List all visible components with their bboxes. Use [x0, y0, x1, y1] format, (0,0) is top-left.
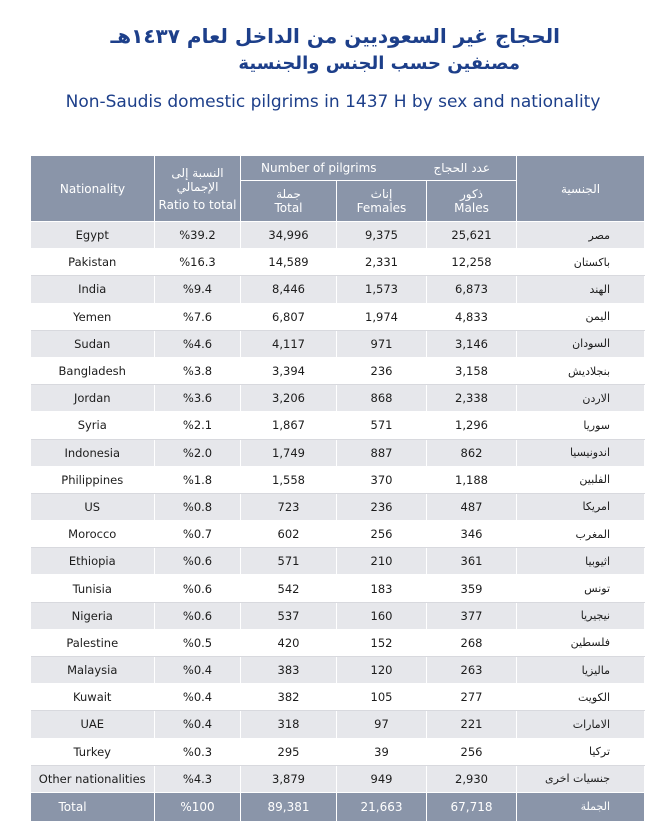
- cell-ratio: %0.5: [155, 629, 241, 656]
- cell-ratio: %0.4: [155, 657, 241, 684]
- cell-nationality-ar: تركيا: [517, 738, 645, 765]
- header-females-ar: إناث: [370, 187, 393, 201]
- cell-nationality: Bangladesh: [31, 357, 155, 384]
- cell-nationality-ar: ماليزيا: [517, 657, 645, 684]
- cell-males: 221: [427, 711, 517, 738]
- cell-males: 862: [427, 439, 517, 466]
- cell-nationality: Philippines: [31, 466, 155, 493]
- header-ratio: [155, 156, 241, 222]
- cell-nationality: Egypt: [31, 222, 155, 249]
- table-row: [31, 303, 645, 330]
- cell-nationality-ar: اثيوبيا: [517, 548, 645, 575]
- cell-nationality-ar: فلسطين: [517, 629, 645, 656]
- cell-ratio: %0.6: [155, 575, 241, 602]
- cell-nationality-ar: امريكا: [517, 493, 645, 520]
- cell-ratio: %0.6: [155, 602, 241, 629]
- cell-ratio: %4.3: [155, 765, 241, 792]
- cell-ratio: %3.6: [155, 385, 241, 412]
- cell-males: 4,833: [427, 303, 517, 330]
- cell-ratio: %0.4: [155, 684, 241, 711]
- cell-nationality-ar: اندونيسيا: [517, 439, 645, 466]
- cell-total: 3,394: [241, 357, 337, 384]
- table-row: [31, 276, 645, 303]
- header-number-of-pilgrims: [241, 156, 517, 181]
- cell-nationality: India: [31, 276, 155, 303]
- cell-total: 1,867: [241, 412, 337, 439]
- cell-total: 1,749: [241, 439, 337, 466]
- header-nationality-ar: الجنسية: [517, 156, 645, 222]
- table-row: [31, 385, 645, 412]
- total-males: 67,718: [427, 792, 517, 821]
- cell-nationality-ar: الكويت: [517, 684, 645, 711]
- cell-females: 256: [337, 521, 427, 548]
- cell-nationality-ar: سوريا: [517, 412, 645, 439]
- cell-nationality: Pakistan: [31, 249, 155, 276]
- cell-ratio: %0.6: [155, 548, 241, 575]
- cell-males: 6,873: [427, 276, 517, 303]
- cell-males: 3,146: [427, 330, 517, 357]
- cell-nationality-ar: المغرب: [517, 521, 645, 548]
- cell-ratio: %3.8: [155, 357, 241, 384]
- cell-males: 487: [427, 493, 517, 520]
- table-row: [31, 330, 645, 357]
- total-nationality: Total: [31, 792, 155, 821]
- cell-ratio: %0.4: [155, 711, 241, 738]
- cell-nationality-ar: الهند: [517, 276, 645, 303]
- header-nationality-en: Nationality: [31, 156, 155, 222]
- cell-nationality-ar: الفلبين: [517, 466, 645, 493]
- title-arabic-line1: الحجاج غير السعوديين من الداخل لعام ١٤٣٧هـ: [110, 24, 560, 48]
- header-number-ar: عدد الحجاج: [433, 161, 491, 175]
- cell-females: 887: [337, 439, 427, 466]
- cell-females: 39: [337, 738, 427, 765]
- header-females: [337, 181, 427, 222]
- header-males-ar: ذكور: [459, 187, 484, 201]
- cell-nationality: Syria: [31, 412, 155, 439]
- cell-ratio: %7.6: [155, 303, 241, 330]
- cell-males: 256: [427, 738, 517, 765]
- cell-total: 537: [241, 602, 337, 629]
- cell-total: 3,879: [241, 765, 337, 792]
- header-total-en: Total: [274, 201, 303, 215]
- cell-males: 1,188: [427, 466, 517, 493]
- cell-nationality: Tunisia: [31, 575, 155, 602]
- cell-males: 346: [427, 521, 517, 548]
- cell-nationality: US: [31, 493, 155, 520]
- cell-ratio: %0.8: [155, 493, 241, 520]
- cell-nationality: Jordan: [31, 385, 155, 412]
- table-row: [31, 711, 645, 738]
- cell-total: 6,807: [241, 303, 337, 330]
- cell-nationality: Other nationalities: [31, 765, 155, 792]
- cell-females: 2,331: [337, 249, 427, 276]
- cell-ratio: %4.6: [155, 330, 241, 357]
- total-nationality-ar: الجملة: [517, 792, 645, 821]
- cell-females: 152: [337, 629, 427, 656]
- cell-males: 268: [427, 629, 517, 656]
- cell-total: 571: [241, 548, 337, 575]
- header-total-ar: جملة: [276, 187, 301, 201]
- cell-females: 949: [337, 765, 427, 792]
- cell-ratio: %2.0: [155, 439, 241, 466]
- cell-ratio: %16.3: [155, 249, 241, 276]
- cell-nationality: Nigeria: [31, 602, 155, 629]
- total-total: 89,381: [241, 792, 337, 821]
- table-row: [31, 602, 645, 629]
- cell-females: 868: [337, 385, 427, 412]
- cell-nationality-ar: الاردن: [517, 385, 645, 412]
- cell-total: 1,558: [241, 466, 337, 493]
- table-row: [31, 439, 645, 466]
- header-total: [241, 181, 337, 222]
- cell-females: 236: [337, 493, 427, 520]
- table-row: [31, 412, 645, 439]
- cell-nationality: Indonesia: [31, 439, 155, 466]
- cell-total: 14,589: [241, 249, 337, 276]
- cell-females: 1,573: [337, 276, 427, 303]
- header-males-en: Males: [454, 201, 489, 215]
- cell-total: 3,206: [241, 385, 337, 412]
- cell-females: 120: [337, 657, 427, 684]
- cell-females: 210: [337, 548, 427, 575]
- title-arabic-line2: مصنفين حسب الجنس والجنسية: [238, 53, 520, 74]
- table-row: [31, 575, 645, 602]
- cell-nationality-ar: تونس: [517, 575, 645, 602]
- cell-males: 2,930: [427, 765, 517, 792]
- cell-females: 571: [337, 412, 427, 439]
- cell-ratio: %39.2: [155, 222, 241, 249]
- cell-males: 377: [427, 602, 517, 629]
- table-row: [31, 357, 645, 384]
- cell-females: 183: [337, 575, 427, 602]
- cell-ratio: %0.3: [155, 738, 241, 765]
- table-row: [31, 684, 645, 711]
- cell-total: 542: [241, 575, 337, 602]
- cell-nationality: Morocco: [31, 521, 155, 548]
- cell-females: 97: [337, 711, 427, 738]
- cell-males: 2,338: [427, 385, 517, 412]
- cell-ratio: %0.7: [155, 521, 241, 548]
- cell-ratio: %2.1: [155, 412, 241, 439]
- cell-nationality: Sudan: [31, 330, 155, 357]
- total-females: 21,663: [337, 792, 427, 821]
- cell-ratio: %9.4: [155, 276, 241, 303]
- table-row: [31, 466, 645, 493]
- cell-total: 318: [241, 711, 337, 738]
- cell-females: 971: [337, 330, 427, 357]
- cell-females: 105: [337, 684, 427, 711]
- table-row: [31, 657, 645, 684]
- cell-nationality-ar: السودان: [517, 330, 645, 357]
- table-row: [31, 738, 645, 765]
- cell-females: 236: [337, 357, 427, 384]
- header-ratio-en: Ratio to total: [158, 197, 237, 212]
- table-row: [31, 629, 645, 656]
- cell-nationality-ar: بنجلاديش: [517, 357, 645, 384]
- cell-total: 34,996: [241, 222, 337, 249]
- cell-nationality: Turkey: [31, 738, 155, 765]
- cell-females: 160: [337, 602, 427, 629]
- table-row: [31, 521, 645, 548]
- cell-nationality-ar: جنسيات اخرى: [517, 765, 645, 792]
- cell-nationality: Malaysia: [31, 657, 155, 684]
- cell-nationality: Ethiopia: [31, 548, 155, 575]
- table-row: [31, 249, 645, 276]
- cell-nationality-ar: نيجيريا: [517, 602, 645, 629]
- cell-total: 723: [241, 493, 337, 520]
- cell-total: 602: [241, 521, 337, 548]
- cell-ratio: %1.8: [155, 466, 241, 493]
- cell-males: 277: [427, 684, 517, 711]
- cell-total: 4,117: [241, 330, 337, 357]
- cell-nationality-ar: باكستان: [517, 249, 645, 276]
- cell-total: 295: [241, 738, 337, 765]
- cell-nationality-ar: اليمن: [517, 303, 645, 330]
- cell-nationality: Palestine: [31, 629, 155, 656]
- cell-males: 1,296: [427, 412, 517, 439]
- cell-nationality: Yemen: [31, 303, 155, 330]
- total-ratio: %100: [155, 792, 241, 821]
- table-row: [31, 548, 645, 575]
- cell-males: 361: [427, 548, 517, 575]
- cell-total: 383: [241, 657, 337, 684]
- header-ratio-ar: النسبة إلى الإجمالي: [171, 165, 224, 194]
- title-english: Non-Saudis domestic pilgrims in 1437 H by sex and nationality: [65, 92, 601, 112]
- cell-males: 263: [427, 657, 517, 684]
- cell-nationality-ar: الامارات: [517, 711, 645, 738]
- table-row: [31, 765, 645, 792]
- cell-total: 382: [241, 684, 337, 711]
- cell-nationality-ar: مصر: [517, 222, 645, 249]
- cell-nationality: Kuwait: [31, 684, 155, 711]
- cell-males: 359: [427, 575, 517, 602]
- table-row: [31, 222, 645, 249]
- cell-females: 1,974: [337, 303, 427, 330]
- table-row: [31, 493, 645, 520]
- total-row: [31, 792, 645, 821]
- header-number-en: Number of pilgrims: [261, 161, 377, 175]
- cell-total: 8,446: [241, 276, 337, 303]
- header-males: [427, 181, 517, 222]
- cell-males: 3,158: [427, 357, 517, 384]
- pilgrims-table: [30, 155, 645, 822]
- cell-total: 420: [241, 629, 337, 656]
- cell-females: 370: [337, 466, 427, 493]
- cell-males: 25,621: [427, 222, 517, 249]
- cell-females: 9,375: [337, 222, 427, 249]
- cell-nationality: UAE: [31, 711, 155, 738]
- header-females-en: Females: [356, 201, 407, 215]
- cell-males: 12,258: [427, 249, 517, 276]
